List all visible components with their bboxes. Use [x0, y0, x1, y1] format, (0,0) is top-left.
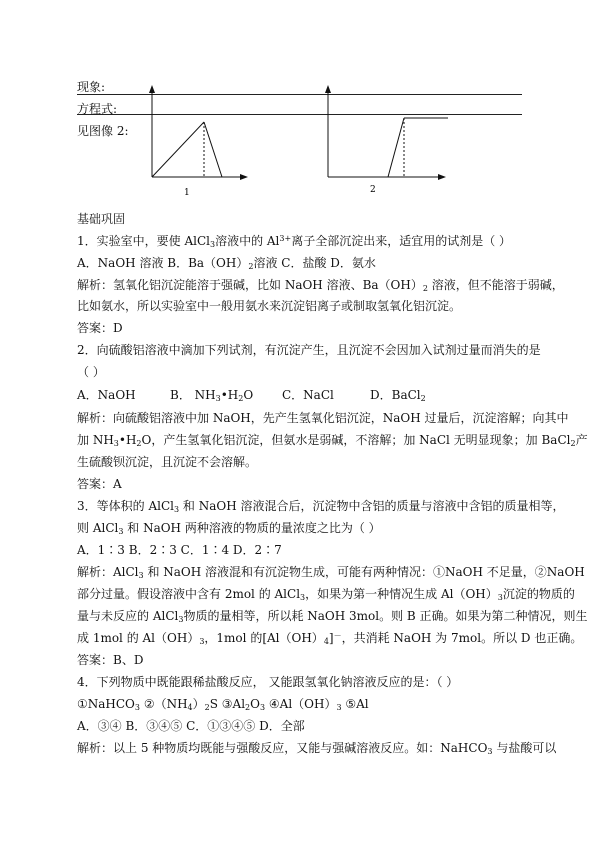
q4-analysis: 解析：以上 5 种物质均既能与强酸反应，又能与强碱溶液反应。如：NaHCO$_3$ 与盐酸可以	[77, 741, 557, 756]
q2-option-d: D．BaCl$_2$	[370, 388, 426, 403]
graph-1-y-arrow	[149, 85, 155, 93]
graph-1-x-arrow	[240, 174, 248, 180]
graph-1-fall-line	[204, 122, 222, 177]
section-title: 基础巩固	[77, 212, 126, 226]
q3-analysis-line-4: 成 1mol 的 $Al(OH)_3$，1mol 的$[Al(OH)_4]^-$，共消耗 NaOH 为 7mol。所以 D 也正确。	[77, 631, 583, 646]
graph-1	[140, 82, 250, 202]
phenomenon-label: 现象:	[77, 80, 106, 94]
graph-1-label: 1	[184, 188, 190, 198]
q2-stem-line-2: （ ）	[77, 365, 105, 379]
graph-2	[312, 82, 452, 202]
q3-analysis-line-2: 部分过量。假设溶液中含有 2mol 的 AlCl$_3$，如果为第一种情况生成 $Al(OH)_3$沉淀的物质的	[77, 587, 575, 602]
q2-option-b: B． $NH_3•H_2O$	[170, 388, 254, 403]
q1-answer: 答案：D	[77, 321, 123, 335]
q3-stem-line-2: 则 AlCl$_3$ 和 NaOH 两种溶液的物质的量浓度之比为（ ）	[77, 521, 381, 536]
q1-options: A．NaOH 溶液 B．$Ba(OH)_2$溶液 C．盐酸 D．氨水	[77, 256, 376, 271]
q1-analysis-line-2: 比如氨水，所以实验室中一般用氨水来沉淀铝离子或制取氢氧化铝沉淀。	[77, 299, 462, 313]
q2-stem-line-1: 2．向硫酸铝溶液中滴加下列试剂，有沉淀产生，且沉淀不会因加入试剂过量而消失的是	[77, 343, 541, 357]
q3-analysis-line-1: 解析：AlCl$_3$ 和 NaOH 溶液混和有沉淀物生成，可能有两种情况：①NaOH 不足量，②NaOH	[77, 565, 585, 580]
q2-answer: 答案：A	[77, 477, 122, 491]
q2-option-c: C．NaCl	[282, 388, 334, 402]
see-graph-label: 见图像 2:	[77, 124, 129, 138]
q4-items: ①NaHCO$_3$ $②(NH_4)_2S$ $③Al_2O_3$ $④Al(OH)_3$ ⑤Al	[77, 697, 369, 712]
graph-2-y-arrow	[325, 85, 331, 93]
q3-answer: 答案：B、D	[77, 653, 144, 667]
graph-2-x-arrow	[438, 174, 446, 180]
graph-1-rise-line	[152, 122, 204, 177]
graph-2-rise-line	[388, 118, 404, 177]
q2-option-a: A．NaOH	[77, 388, 136, 402]
graph-2-label: 2	[370, 185, 376, 195]
q2-analysis-line-2: 加 $NH_3•H_2O$，产生氢氧化铝沉淀，但氨水是弱碱，不溶解；加 NaCl 无明显现象；加 BaCl$_2$产	[77, 433, 588, 448]
q4-stem: 4．下列物质中既能跟稀盐酸反应， 又能跟氢氧化钠溶液反应的是：（ ）	[77, 675, 459, 689]
q2-analysis-line-1: 解析：向硫酸铝溶液中加 NaOH，先产生氢氧化铝沉淀，NaOH 过量后，沉淀溶解；向其中	[77, 411, 569, 425]
q3-analysis-line-3: 量与未反应的 AlCl$_3$物质的量相等，所以耗 NaOH 3mol。则 B 正确。如果为第二种情况，则生	[77, 609, 588, 624]
equation-label: 方程式:	[77, 102, 118, 116]
q1-stem: 1．实验室中，要使 AlCl$_3$溶液中的 $Al^{3+}$离子全部沉淀出来，适宜用的试剂是（ ）	[77, 234, 512, 249]
q4-options: A．③④ B．③④⑤ C．①③④⑤ D．全部	[77, 719, 305, 733]
q3-options: A．1∶3 B．2∶3 C．1∶4 D．2∶7	[77, 543, 282, 557]
q2-analysis-line-3: 生硫酸钡沉淀，且沉淀不会溶解。	[77, 455, 258, 469]
q3-stem-line-1: 3．等体积的 AlCl$_3$ 和 NaOH 溶液混合后，沉淀物中含铝的质量与溶液中含铝的质量相等，	[77, 499, 565, 514]
q1-analysis-line-1: 解析：氢氧化铝沉淀能溶于强碱，比如 NaOH 溶液、$Ba(OH)_2$ 溶液，但不能溶于弱碱，	[77, 278, 564, 293]
